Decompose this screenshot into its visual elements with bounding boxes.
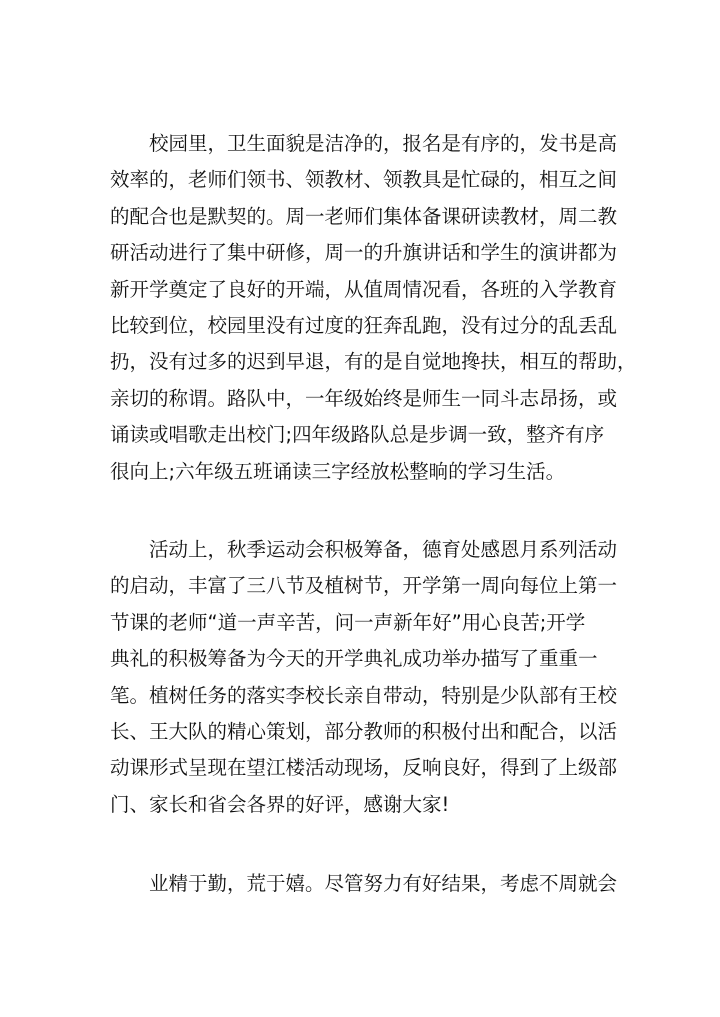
- text-line: 很向上;六年级五班诵读三字经放松整晌的学习生活。: [110, 459, 566, 483]
- paragraph-diligence: [110, 866, 618, 902]
- text-line: 节课的老师“道一声辛苦，问一声新年好”用心良苦;开学: [110, 610, 586, 634]
- text-line: 研活动进行了集中研修，周一的升旗讲话和学生的演讲都为: [110, 241, 618, 265]
- text-line: 诵读或唱歌走出校门;四年级路队总是步调一致，整齐有序: [110, 423, 605, 447]
- paragraph-activities: [110, 532, 618, 823]
- text-line: 笔。植树任务的落实李校长亲自带动，特别是少队部有王校: [110, 683, 618, 707]
- text-line: 的配合也是默契的。周一老师们集体备课研读教材，周二教: [110, 204, 618, 228]
- text-line: 典礼的积极筹备为今天的开学典礼成功举办描写了重重一: [110, 647, 598, 671]
- text-line: 长、王大队的精心策划，部分教师的积极付出和配合，以活: [110, 719, 618, 743]
- text-line: 新开学奠定了良好的开端，从值周情况看，各班的入学教育: [110, 277, 618, 301]
- text-line: 亲切的称谓。路队中，一年级始终是师生一同斗志昂扬，或: [110, 386, 618, 410]
- text-line: 扔，没有过多的迟到早退，有的是自觉地搀扶，相互的帮助，: [110, 350, 637, 374]
- text-line: 的启动，丰富了三八节及植树节，开学第一周向每位上第一: [110, 574, 618, 598]
- text-line: 活动上，秋季运动会积极筹备，德育处感恩月系列活动: [149, 538, 618, 561]
- text-line: 比较到位，校园里没有过度的狂奔乱跑，没有过分的乱丢乱: [110, 313, 618, 337]
- paragraph-campus: [110, 126, 637, 490]
- text-line: 效率的，老师们领书、领教材、领教具是忙碌的，相互之间: [110, 168, 618, 192]
- text-line: 业精于勤，荒于嬉。尽管努力有好结果，考虑不周就会: [149, 872, 618, 895]
- text-line: 动课形式呈现在望江楼活动现场，反响良好，得到了上级部: [110, 756, 618, 780]
- text-line: 校园里，卫生面貌是洁净的，报名是有序的，发书是高: [149, 132, 618, 155]
- text-line: 门、家长和省会各界的好评，感谢大家!: [110, 792, 450, 816]
